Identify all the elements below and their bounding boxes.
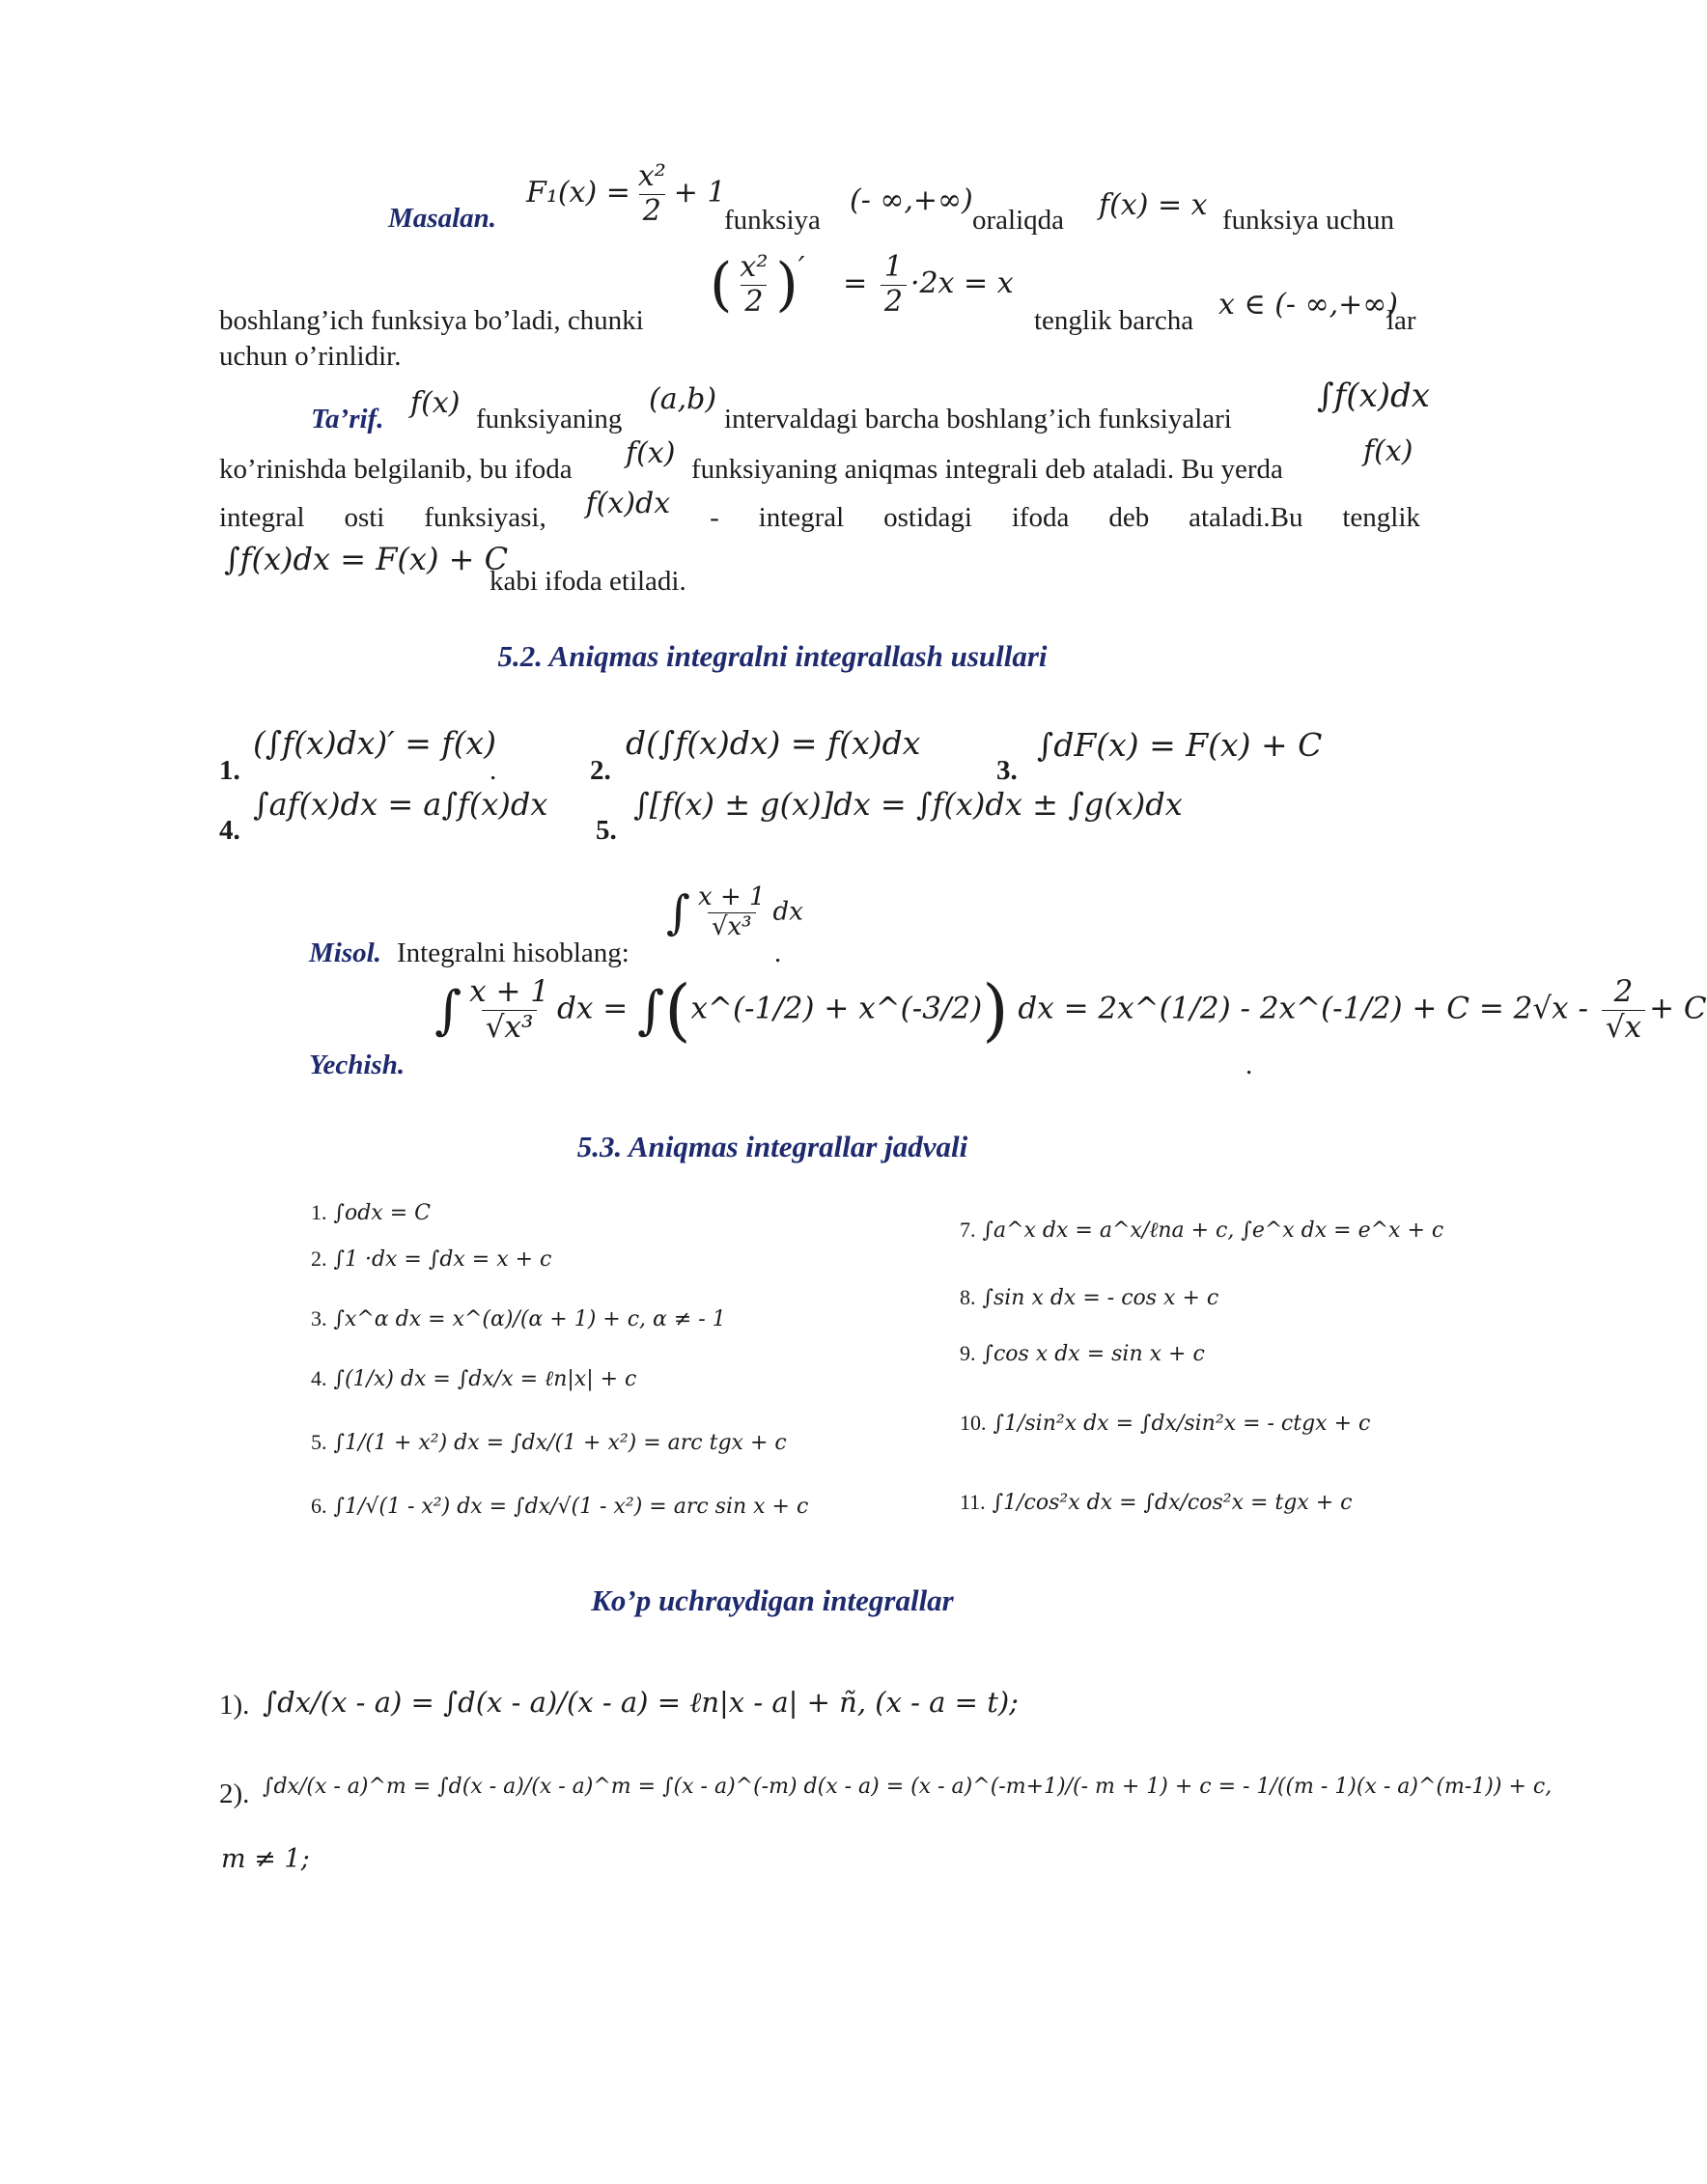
def-line4: kabi ifoda etiladi. bbox=[490, 566, 686, 597]
prop-1: (∫f(x)dx)′ = f(x) bbox=[253, 724, 496, 762]
def-formula: ∫f(x)dx = F(x) + C bbox=[224, 541, 509, 577]
fx-eq-x: f(x) = x bbox=[1099, 188, 1208, 222]
sol-two: 2 bbox=[1613, 973, 1634, 1009]
word-lar: lar bbox=[1386, 305, 1416, 336]
f1-expr bbox=[526, 160, 726, 228]
common-integrals bbox=[0, 1651, 1553, 1902]
definition-block bbox=[0, 377, 1545, 608]
prop-1-dot: . bbox=[490, 755, 497, 786]
row-formula: ∫1 ·dx = ∫dx = x + c bbox=[333, 1247, 552, 1272]
misol-dot: . bbox=[774, 938, 782, 968]
row-num: 10. bbox=[960, 1411, 987, 1435]
sol-dx-eq: dx = bbox=[557, 991, 629, 1026]
prop-2: d(∫f(x)dx) = f(x)dx bbox=[626, 724, 921, 762]
sol-last-frac bbox=[1602, 975, 1645, 1045]
row-num: 4. bbox=[311, 1366, 327, 1390]
prop-4: ∫af(x)dx = a∫f(x)dx bbox=[253, 786, 548, 823]
row-num: 11. bbox=[960, 1490, 986, 1514]
f1-num: x² bbox=[637, 159, 666, 193]
row-num: 1. bbox=[311, 1200, 327, 1224]
word-oraliqda: oraliqda bbox=[972, 205, 1065, 236]
misol-text: Integralni hisoblang: bbox=[397, 938, 630, 968]
int-fx-dx: ∫f(x)dx bbox=[1317, 377, 1430, 415]
sol-paren: x^(-1/2) + x^(-3/2) bbox=[690, 991, 983, 1026]
table-row bbox=[311, 1200, 431, 1225]
def-line2-a: ko’rinishda belgilanib, bu ifoda bbox=[219, 454, 573, 485]
table-row bbox=[311, 1246, 551, 1272]
w-tenglik: tenglik bbox=[1342, 502, 1420, 533]
sol-end: + C bbox=[1649, 991, 1707, 1026]
w-integral: integral bbox=[219, 502, 305, 533]
section-common-title: Ko’p uchraydigan integrallar bbox=[591, 1583, 954, 1617]
sol-sqrtx: √x bbox=[1602, 1010, 1645, 1046]
formula-1-num: 1). bbox=[219, 1690, 250, 1721]
row-num: 3. bbox=[311, 1306, 327, 1330]
prop-2-num: 2. bbox=[590, 755, 611, 786]
w-dash: - bbox=[710, 502, 719, 533]
misol-num: x + 1 bbox=[698, 882, 766, 911]
prop-4-num: 4. bbox=[219, 815, 240, 846]
misol-dx: dx bbox=[772, 897, 803, 927]
interval: (- ∞,+∞) bbox=[850, 183, 973, 217]
f1-den: 2 bbox=[639, 194, 665, 229]
table-row bbox=[960, 1490, 1352, 1515]
word-funksiya: funksiya bbox=[724, 205, 821, 236]
line2-start: boshlang’ich funksiya bo’ladi, chunki bbox=[219, 305, 644, 336]
deriv-half-den: 2 bbox=[881, 285, 907, 320]
integral-table bbox=[0, 1192, 1545, 1559]
deriv-eq: = bbox=[843, 266, 868, 300]
fx-3: f(x) bbox=[1363, 434, 1413, 468]
table-row bbox=[311, 1494, 808, 1519]
prop-5: ∫[f(x) ± g(x)]dx = ∫f(x)dx ± ∫g(x)dx bbox=[633, 786, 1183, 823]
word-funksiya-uchun: funksiya uchun bbox=[1222, 205, 1394, 236]
row-formula: ∫1/√(1 - x²) dx = ∫dx/√(1 - x²) = arc sin x + c bbox=[333, 1495, 809, 1519]
row-num: 7. bbox=[960, 1218, 976, 1242]
fx-2: f(x) bbox=[626, 436, 676, 470]
fxdx: f(x)dx bbox=[585, 487, 671, 520]
formula-3: m ≠ 1; bbox=[221, 1844, 310, 1874]
word-funksiyaning: funksiyaning bbox=[476, 404, 623, 434]
f1-tail: + 1 bbox=[673, 176, 726, 210]
row-formula: ∫1/cos²x dx = ∫dx/cos²x = tgx + c bbox=[992, 1491, 1353, 1515]
def-line2-b: funksiyaning aniqmas integrali deb ataladi. Bu yerda bbox=[691, 454, 1283, 485]
row-formula: ∫1/(1 + x²) dx = ∫dx/(1 + x²) = arc tgx + c bbox=[333, 1431, 787, 1455]
w-ataladi: ataladi.Bu bbox=[1189, 502, 1303, 533]
misol-den: √x³ bbox=[708, 912, 756, 942]
w-ifoda: ifoda bbox=[1011, 502, 1070, 533]
formula-2: ∫dx/(x - a)^m = ∫d(x - a)/(x - a)^m = ∫(x - a)^(-m) d(x - a) = (x - a)^(-m+1)/(- m + 1) + c = - 1/((m - 1)(x - a)^(m-1)) + c, bbox=[263, 1775, 1553, 1799]
table-row bbox=[960, 1218, 1443, 1243]
solution-dot: . bbox=[1245, 1050, 1253, 1080]
table-row bbox=[311, 1430, 787, 1455]
tenglik-barcha: tenglik barcha bbox=[1034, 305, 1194, 336]
row-formula: ∫x^α dx = x^(α)/(α + 1) + c, α ≠ - 1 bbox=[333, 1307, 726, 1331]
section-53-title: 5.3. Aniqmas integrallar jadvali bbox=[576, 1130, 968, 1163]
derivative-expr: ( $\frac{\text{x²}}{2}$ )′ = $\frac{1}{2}$ ·2x = x bbox=[710, 250, 1014, 319]
prop-5-num: 5. bbox=[596, 815, 617, 846]
w-deb: deb bbox=[1108, 502, 1150, 533]
formula-2-num: 2). bbox=[219, 1778, 250, 1809]
w-osti: osti bbox=[344, 502, 385, 533]
row-formula: ∫(1/x) dx = ∫dx/x = ℓn|x| + c bbox=[333, 1367, 637, 1391]
deriv-half-num: 1 bbox=[883, 250, 903, 284]
yechish-label: Yechish. bbox=[309, 1050, 406, 1080]
misol-integral: ∫ $\frac{x + 1}{\text{√x³}}$ dx bbox=[666, 882, 803, 941]
x-in-interval: x ∈ (- ∞,+∞) bbox=[1218, 288, 1398, 322]
table-row bbox=[311, 1306, 726, 1331]
prop-3: ∫dF(x) = F(x) + C bbox=[1037, 726, 1323, 764]
sol-den: √x³ bbox=[482, 1010, 538, 1046]
prop-1-num: 1. bbox=[219, 755, 240, 786]
w-integral-2: integral bbox=[758, 502, 845, 533]
section-52-title: 5.2. Aniqmas integralni integrallash usullari bbox=[497, 639, 1048, 673]
deriv-half bbox=[881, 251, 907, 319]
prop-3-num: 3. bbox=[996, 755, 1018, 786]
row-formula: ∫a^x dx = a^x/ℓna + c, ∫e^x dx = e^x + c bbox=[982, 1218, 1444, 1243]
sol-frac bbox=[465, 975, 553, 1045]
row-num: 6. bbox=[311, 1494, 327, 1518]
properties-block bbox=[0, 705, 1545, 850]
table-row bbox=[960, 1411, 1370, 1436]
misol-label: Misol. bbox=[309, 938, 381, 968]
interval-ab: (a,b) bbox=[649, 382, 717, 416]
formula-1: ∫dx/(x - a) = ∫d(x - a)/(x - a) = ℓn|x - a| + ñ, (x - a = t); bbox=[263, 1686, 1019, 1719]
table-row bbox=[311, 1366, 636, 1391]
deriv-frac bbox=[736, 251, 771, 319]
masalan-label: Masalan. bbox=[388, 203, 497, 234]
sol-num: x + 1 bbox=[469, 973, 550, 1009]
row-num: 2. bbox=[311, 1246, 327, 1271]
sol-mid: dx = 2x^(1/2) - 2x^(-1/2) + C = 2√x - bbox=[1018, 991, 1588, 1026]
row-formula: ∫1/sin²x dx = ∫dx/sin²x = - ctgx + c bbox=[993, 1412, 1371, 1436]
row-formula: ∫cos x dx = sin x + c bbox=[982, 1342, 1205, 1366]
table-row bbox=[960, 1285, 1218, 1310]
w-ostidagi: ostidagi bbox=[883, 502, 972, 533]
solution-line: ∫ $\frac{x + 1}{\text{√x³}}$ dx = ∫(x^(-1/2) + x^(-3/2)) dx = 2x^(1/2) - 2x^(-1/2) + C = 2√x - $\frac{2}{√x}$ + C bbox=[434, 970, 1707, 1050]
row-num: 9. bbox=[960, 1341, 976, 1365]
tarif-label: Ta’rif. bbox=[311, 404, 384, 434]
deriv-frac-num: x² bbox=[740, 250, 769, 284]
word-intervaldagi: intervaldagi barcha boshlang’ich funksiyalari bbox=[724, 404, 1232, 434]
f1-lhs: F₁(x) = bbox=[526, 176, 630, 210]
row-formula: ∫sin x dx = - cos x + c bbox=[982, 1286, 1219, 1310]
w-funksiyasi: funksiyasi, bbox=[424, 502, 546, 533]
row-num: 8. bbox=[960, 1285, 976, 1309]
def-line3 bbox=[219, 487, 1420, 534]
fx-1: f(x) bbox=[410, 386, 461, 420]
table-row bbox=[960, 1341, 1205, 1366]
intro-block bbox=[0, 0, 1545, 386]
f1-fraction bbox=[634, 160, 670, 228]
example-block bbox=[0, 874, 1707, 1106]
deriv-frac-den: 2 bbox=[741, 285, 767, 320]
row-formula: ∫odx = C bbox=[333, 1201, 431, 1225]
line3: uchun o’rinlidir. bbox=[219, 341, 402, 372]
misol-frac bbox=[694, 883, 770, 942]
row-num: 5. bbox=[311, 1430, 327, 1454]
deriv-tail: ·2x = x bbox=[909, 266, 1014, 300]
